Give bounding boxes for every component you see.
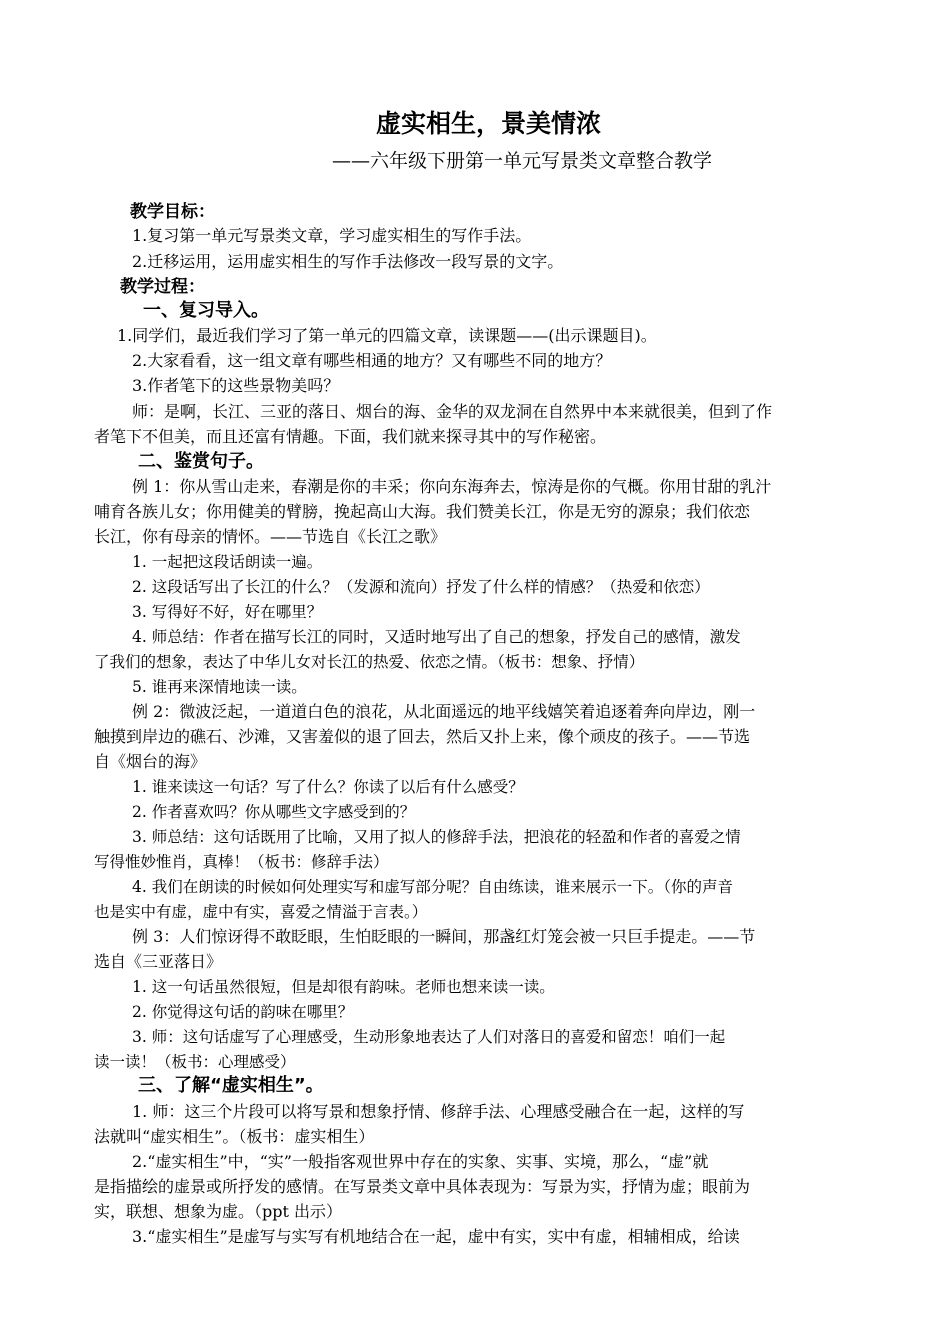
example-3-question-2: 2. 你觉得这句话的韵味在哪里？ <box>132 1003 354 1021</box>
example-2-question-4-line-1: 4. 我们在朗读的时候如何处理实写和虚写部分呢？自由练读，谁来展示一下。（你的声音 <box>132 878 733 896</box>
s1-line-1: 1.同学们，最近我们学习了第一单元的四篇文章，读课题——(出示课题目)。 <box>117 326 657 345</box>
example-1-question-5: 5. 谁再来深情地读一读。 <box>132 678 307 696</box>
example-1-question-4-line-2: 了我们的想象，表达了中华儿女对长江的热爱、依恋之情。（板书：想象、抒情） <box>94 653 645 671</box>
goal-1: 1.复习第一单元写景类文章，学习虚实相生的写作手法。 <box>132 226 532 245</box>
goals-heading: 教学目标： <box>130 202 215 222</box>
s3-para-2-line-2: 是指描绘的虚景或所抒发的感情。在写景类文章中具体表现为：写景为实，抒情为虚；眼前为 <box>94 1177 751 1196</box>
example-1-question-2: 2. 这段话写出了长江的什么？（发源和流向）抒发了什么样的情感？（热爱和依恋） <box>132 578 710 596</box>
s3-para-2-line-3: 实，联想、想象为虚。（ppt 出示） <box>94 1202 343 1221</box>
example-3-line-2: 选自《三亚落日》 <box>94 952 223 971</box>
s3-para-1-line-2: 法就叫“虚实相生”。（板书：虚实相生） <box>94 1127 375 1146</box>
s1-para-line-1: 师：是啊，长江、三亚的落日、烟台的海、金华的双龙洞在自然界中本来就很美，但到了作 <box>132 402 773 421</box>
section-2-heading: 二、鉴赏句子。 <box>138 451 264 472</box>
doc-title: 虚实相生，景美情浓 <box>376 109 602 138</box>
example-2-question-3-line-1: 3. 师总结：这句话既用了比喻，又用了拟人的修辞手法，把浪花的轻盈和作者的喜爱之情 <box>132 828 741 846</box>
s3-para-3-line-1: 3.“虚实相生”是虚写与实写有机地结合在一起，虚中有实，实中有虚，相辅相成，给读 <box>132 1227 740 1246</box>
example-2-question-2: 2. 作者喜欢吗？你从哪些文字感受到的？ <box>132 803 416 821</box>
s1-line-3: 3.作者笔下的这些景物美吗？ <box>132 376 340 395</box>
example-1-line-1: 例 1：你从雪山走来，春潮是你的丰采；你向东海奔去，惊涛是你的气概。你用甘甜的乳汁 <box>132 477 772 496</box>
section-1-heading: 一、复习导入。 <box>143 300 269 321</box>
example-2-question-1: 1. 谁来读这一句话？写了什么？你读了以后有什么感受？ <box>132 778 524 796</box>
example-2-line-1: 例 2：微波泛起，一道道白色的浪花，从北面遥远的地平线嬉笑着追逐着奔向岸边，刚一 <box>132 702 756 721</box>
example-3-line-1: 例 3：人们惊讶得不敢眨眼，生怕眨眼的一瞬间，那盏红灯笼会被一只巨手提走。——节 <box>132 927 756 946</box>
s1-para-line-2: 者笔下不但美，而且还富有情趣。下面，我们就来探寻其中的写作秘密。 <box>94 427 607 446</box>
example-3-question-3-line-2: 读一读！（板书：心理感受） <box>94 1053 296 1071</box>
s3-para-2-line-1: 2.“虚实相生”中，“实”一般指客观世界中存在的实象、实事、实境，那么，“虚”就 <box>132 1152 709 1171</box>
example-3-question-1: 1. 这一句话虽然很短，但是却很有韵味。老师也想来读一读。 <box>132 978 555 996</box>
example-1-question-1: 1. 一起把这段话朗读一遍。 <box>132 553 323 571</box>
s3-para-1-line-1: 1. 师：这三个片段可以将写景和想象抒情、修辞手法、心理感受融合在一起，这样的写 <box>132 1102 745 1121</box>
example-1-question-3: 3. 写得好不好，好在哪里？ <box>132 603 323 621</box>
example-2-question-3-line-2: 写得惟妙惟肖，真棒！（板书：修辞手法） <box>94 853 389 871</box>
example-1-line-2: 哺育各族儿女；你用健美的臂膀，挽起高山大海。我们赞美长江，你是无穷的源泉；我们依恋 <box>94 502 751 521</box>
process-heading: 教学过程： <box>120 277 205 297</box>
example-1-question-4-line-1: 4. 师总结：作者在描写长江的同时，又适时地写出了自己的想象，抒发自己的感情，激发 <box>132 628 741 646</box>
example-3-question-3-line-1: 3. 师：这句话虚写了心理感受，生动形象地表达了人们对落日的喜爱和留恋！咱们一起 <box>132 1028 726 1046</box>
s1-line-2: 2.大家看看，这一组文章有哪些相通的地方？又有哪些不同的地方？ <box>132 351 612 370</box>
doc-subtitle: ——六年级下册第一单元写景类文章整合教学 <box>332 150 713 172</box>
example-2-line-2: 触摸到岸边的礁石、沙滩，又害羞似的退了回去，然后又扑上来，像个顽皮的孩子。——节选 <box>94 727 751 746</box>
section-3-heading: 三、了解“虚实相生”。 <box>138 1075 324 1096</box>
example-2-question-4-line-2: 也是实中有虚，虚中有实，喜爱之情溢于言表。） <box>94 903 428 921</box>
goal-2: 2.迁移运用，运用虚实相生的写作手法修改一段写景的文字。 <box>132 252 564 271</box>
example-1-line-3: 长江，你有母亲的情怀。——节选自《长江之歌》 <box>94 527 447 546</box>
example-2-line-3: 自《烟台的海》 <box>94 752 207 771</box>
